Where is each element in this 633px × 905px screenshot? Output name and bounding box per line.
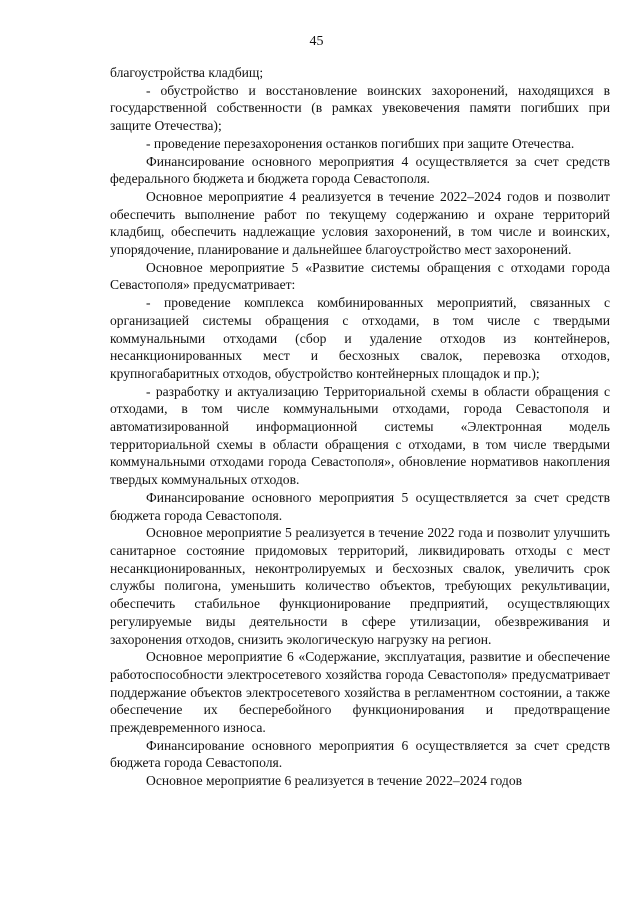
paragraph-6: Основное мероприятие 5 «Развитие системы обращения с отходами города Севастополя» предусматривает:	[110, 259, 610, 293]
page-number: 45	[309, 34, 324, 49]
paragraph-5: Основное мероприятие 4 реализуется в течение 2022–2024 годов и позволит обеспечить выполнение работ по текущему содержанию и охране территорий кладбищ, обеспечить надлежащие условия захоронений, в том числе и воинских, упорядочение, планирование и дальнейшее благоустройство мест захоронений.	[110, 188, 610, 258]
paragraph-12: Финансирование основного мероприятия 6 осуществляется за счет средств бюджета города Севастополя.	[110, 737, 610, 771]
paragraph-3: - проведение перезахоронения останков погибших при защите Отечества.	[146, 135, 575, 151]
paragraph-11: Основное мероприятие 6 «Содержание, эксплуатация, развитие и обеспечение работоспособности электросетевого хозяйства города Севастополя» предусматривает поддержание объектов электросетевого хозяйства в регламентном состоянии, а также обеспечение их бесперебойного функционирования и предотвращение преждевременного износа.	[110, 649, 610, 736]
paragraph-9: Финансирование основного мероприятия 5 осуществляется за счет средств бюджета города Севастополя.	[110, 489, 610, 523]
paragraph-1: благоустройства кладбищ;	[110, 65, 264, 80]
paragraph-10: Основное мероприятие 5 реализуется в течение 2022 года и позволит улучшить санитарное состояние придомовых территорий, ликвидировать отходы с мест несанкционированных, неконтролируемых и бесхозных свалок, увеличить срок службы полигона, уменьшить количество объектов, требующих рекультивации, обеспечить стабильное функционирование предприятий, осуществляющих регулируемые виды деятельности в сфере утилизации, обезвреживания и захоронения отходов, снизить экологическую нагрузку на регион.	[110, 525, 610, 647]
paragraph-4: Финансирование основного мероприятия 4 осуществляется за счет средств федерального бюджета и бюджета города Севастополя.	[110, 153, 610, 187]
paragraph-2: - обустройство и восстановление воинских захоронений, находящихся в государственной собственности (в рамках увековечения памяти погибших при защите Отечества);	[110, 82, 610, 134]
paragraph-7: - проведение комплекса комбинированных мероприятий, связанных с организацией системы обращения с отходами, в том числе с твердыми коммунальными отходами (сбор и удаление отходов из контейнеров, несанкционированных мест и бесхозных свалок, перевозка отходов, крупногабаритных отходов, обустройство контейнерных площадок и пр.);	[110, 295, 610, 381]
document-body	[110, 64, 610, 790]
paragraph-13: Основное мероприятие 6 реализуется в течение 2022–2024 годов	[146, 773, 523, 789]
paragraph-8: - разработку и актуализацию Территориальной схемы в области обращения с отходами, в том числе коммунальными отходами, города Севастополя и автоматизированной информационной системы «Электронная модель территориальной схемы в области обращения с отходами, в том числе твердыми коммунальными отходами города Севастополя», обновление нормативов накопления твердых коммунальных отходов.	[110, 383, 610, 488]
